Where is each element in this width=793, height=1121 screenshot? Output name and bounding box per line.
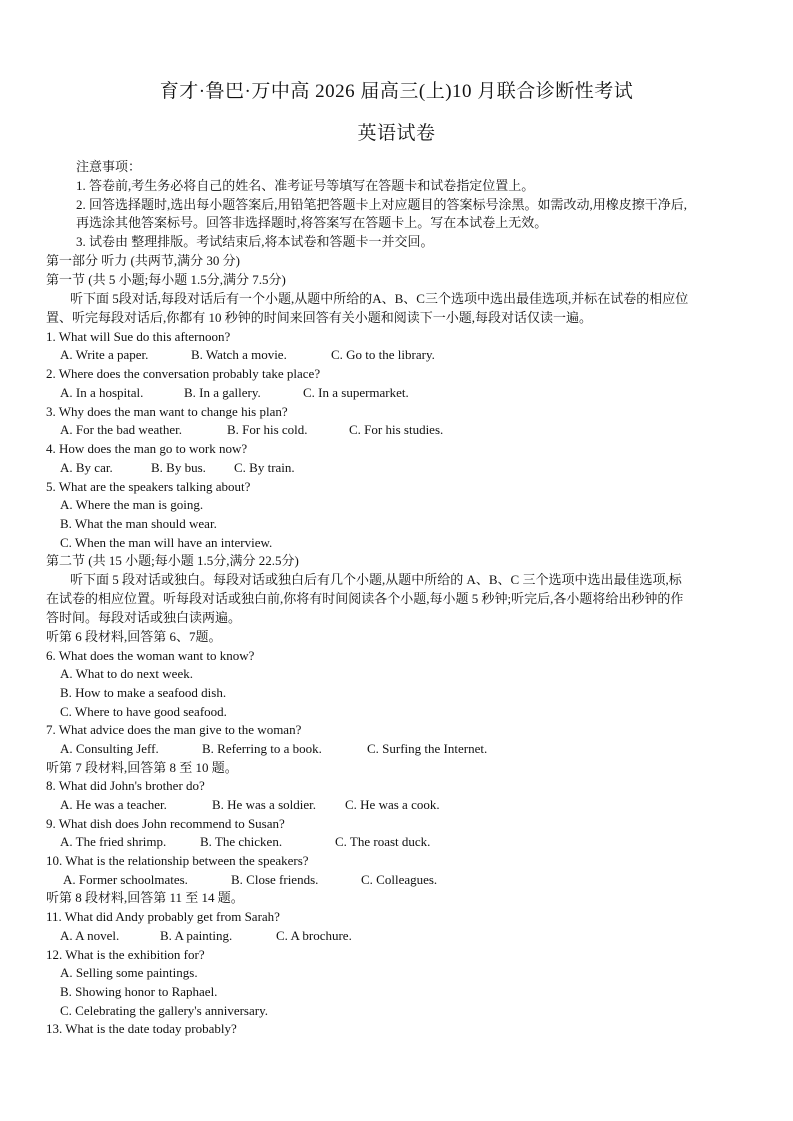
material-6-heading: 听第 6 段材料,回答第 6、7题。	[46, 629, 222, 644]
question-4: 4. How does the man go to work now?	[46, 441, 248, 456]
question-9: 9. What dish does John recommend to Susan?	[46, 816, 285, 831]
option-a: A. Consulting Jeff.	[60, 741, 159, 756]
question-5: 5. What are the speakers talking about?	[46, 479, 251, 494]
option-c: C. Surfing the Internet.	[367, 741, 488, 756]
question-5-option-b: B. What the man should wear.	[60, 516, 217, 531]
option-c: C. For his studies.	[349, 422, 444, 437]
exam-subtitle: 英语试卷	[357, 123, 436, 144]
question-8: 8. What did John's brother do?	[46, 778, 205, 793]
option-a: A. For the bad weather.	[60, 422, 183, 437]
question-7-options	[60, 740, 487, 757]
question-2: 2. Where does the conversation probably take place?	[46, 366, 321, 381]
question-1-options	[60, 346, 435, 363]
section2-heading: 第二节 (共 15 小题;每小题 1.5分,满分 22.5分)	[46, 553, 299, 568]
section2-instruction-1: 听下面 5 段对话或独白。每段对话或独白后有几个小题,从题中所给的 A、B、C 三个选项中选出最佳选项,标	[70, 572, 682, 587]
question-11-options	[60, 927, 352, 944]
notes-item-3: 3. 试卷由 整理排版。考试结束后,将本试卷和答题卡一并交回。	[76, 234, 434, 249]
question-6-option-c: C. Where to have good seafood.	[60, 704, 227, 719]
notes-heading: 注意事项：	[76, 159, 142, 174]
option-a: A. By car.	[60, 460, 113, 475]
option-b: B. The chicken.	[200, 834, 283, 849]
option-a: A. A novel.	[60, 928, 120, 943]
section2-instruction-2: 在试卷的相应位置。听每段对话或独白前,你将有时间阅读各个小题,每小题 5 秒钟;听完后,各小题将给出秒钟的作	[46, 591, 684, 606]
option-a: A. Former schoolmates.	[63, 872, 188, 887]
question-12-option-c: C. Celebrating the gallery's anniversary.	[60, 1003, 268, 1018]
question-9-options	[60, 833, 430, 850]
question-4-options	[60, 459, 295, 476]
option-c: C. The roast duck.	[335, 834, 431, 849]
option-b: B. Close friends.	[231, 872, 319, 887]
notes-item-2-cont: 再选涂其他答案标号。回答非选择题时,将答案写在答题卡上。写在本试卷上无效。	[76, 215, 548, 230]
option-c: C. In a supermarket.	[303, 385, 409, 400]
material-7-heading: 听第 7 段材料,回答第 8 至 10 题。	[46, 760, 238, 775]
question-10-options	[63, 871, 437, 888]
question-3-options	[60, 421, 443, 438]
notes-item-1: 1. 答卷前,考生务必将自己的姓名、准考证号等填写在答题卡和试卷指定位置上。	[76, 178, 535, 193]
question-2-options	[60, 384, 409, 401]
option-b: B. He was a soldier.	[212, 797, 316, 812]
question-10: 10. What is the relationship between the speakers?	[46, 853, 309, 868]
option-c: C. Go to the library.	[331, 347, 435, 362]
option-b: B. For his cold.	[227, 422, 308, 437]
question-11: 11. What did Andy probably get from Sarah?	[46, 909, 280, 924]
question-5-option-c: C. When the man will have an interview.	[60, 535, 273, 550]
question-5-option-a: A. Where the man is going.	[60, 497, 204, 512]
option-a: A. In a hospital.	[60, 385, 144, 400]
section2-instruction-3: 答时间。每段对话或独白读两遍。	[46, 610, 242, 625]
question-12-option-b: B. Showing honor to Raphael.	[60, 984, 218, 999]
option-c: C. He was a cook.	[345, 797, 440, 812]
option-c: C. A brochure.	[276, 928, 352, 943]
question-6: 6. What does the woman want to know?	[46, 648, 255, 663]
option-b: B. Referring to a book.	[202, 741, 322, 756]
question-6-option-b: B. How to make a seafood dish.	[60, 685, 227, 700]
notes-item-2: 2. 回答选择题时,选出每小题答案后,用铅笔把答题卡上对应题目的答案标号涂黑。如需改动,用橡皮擦干净后,	[76, 197, 688, 212]
section1-heading: 第一节 (共 5 小题;每小题 1.5分,满分 7.5分)	[46, 272, 286, 287]
section1-instruction-2: 置、听完每段对话后,你都有 10 秒钟的时间来回答有关小题和阅读下一小题,每段对话仅读一遍。	[46, 310, 593, 325]
question-12-option-a: A. Selling some paintings.	[60, 965, 198, 980]
option-c: C. By train.	[234, 460, 295, 475]
question-7: 7. What advice does the man give to the woman?	[46, 722, 302, 737]
option-b: B. By bus.	[151, 460, 206, 475]
option-b: B. In a gallery.	[184, 385, 261, 400]
option-b: B. A painting.	[160, 928, 233, 943]
option-a: A. He was a teacher.	[60, 797, 167, 812]
exam-title: 育才·鲁巴·万中高 2026 届高三(上)10 月联合诊断性考试	[159, 81, 634, 102]
question-8-options	[60, 796, 440, 813]
option-a: A. Write a paper.	[60, 347, 149, 362]
option-a: A. The fried shrimp.	[60, 834, 167, 849]
question-12: 12. What is the exhibition for?	[46, 947, 205, 962]
part1-heading: 第一部分 听力 (共两节,满分 30 分)	[46, 253, 240, 268]
question-6-option-a: A. What to do next week.	[60, 666, 193, 681]
question-1: 1. What will Sue do this afternoon?	[46, 329, 231, 344]
option-c: C. Colleagues.	[361, 872, 438, 887]
question-13: 13. What is the date today probably?	[46, 1021, 237, 1036]
section1-instruction-1: 听下面 5段对话,每段对话后有一个小题,从题中所给的A、B、C三个选项中选出最佳选项,并标在试卷的相应位	[70, 291, 689, 306]
material-8-heading: 听第 8 段材料,回答第 11 至 14 题。	[46, 890, 244, 905]
option-b: B. Watch a movie.	[191, 347, 287, 362]
question-3: 3. Why does the man want to change his plan?	[46, 404, 288, 419]
